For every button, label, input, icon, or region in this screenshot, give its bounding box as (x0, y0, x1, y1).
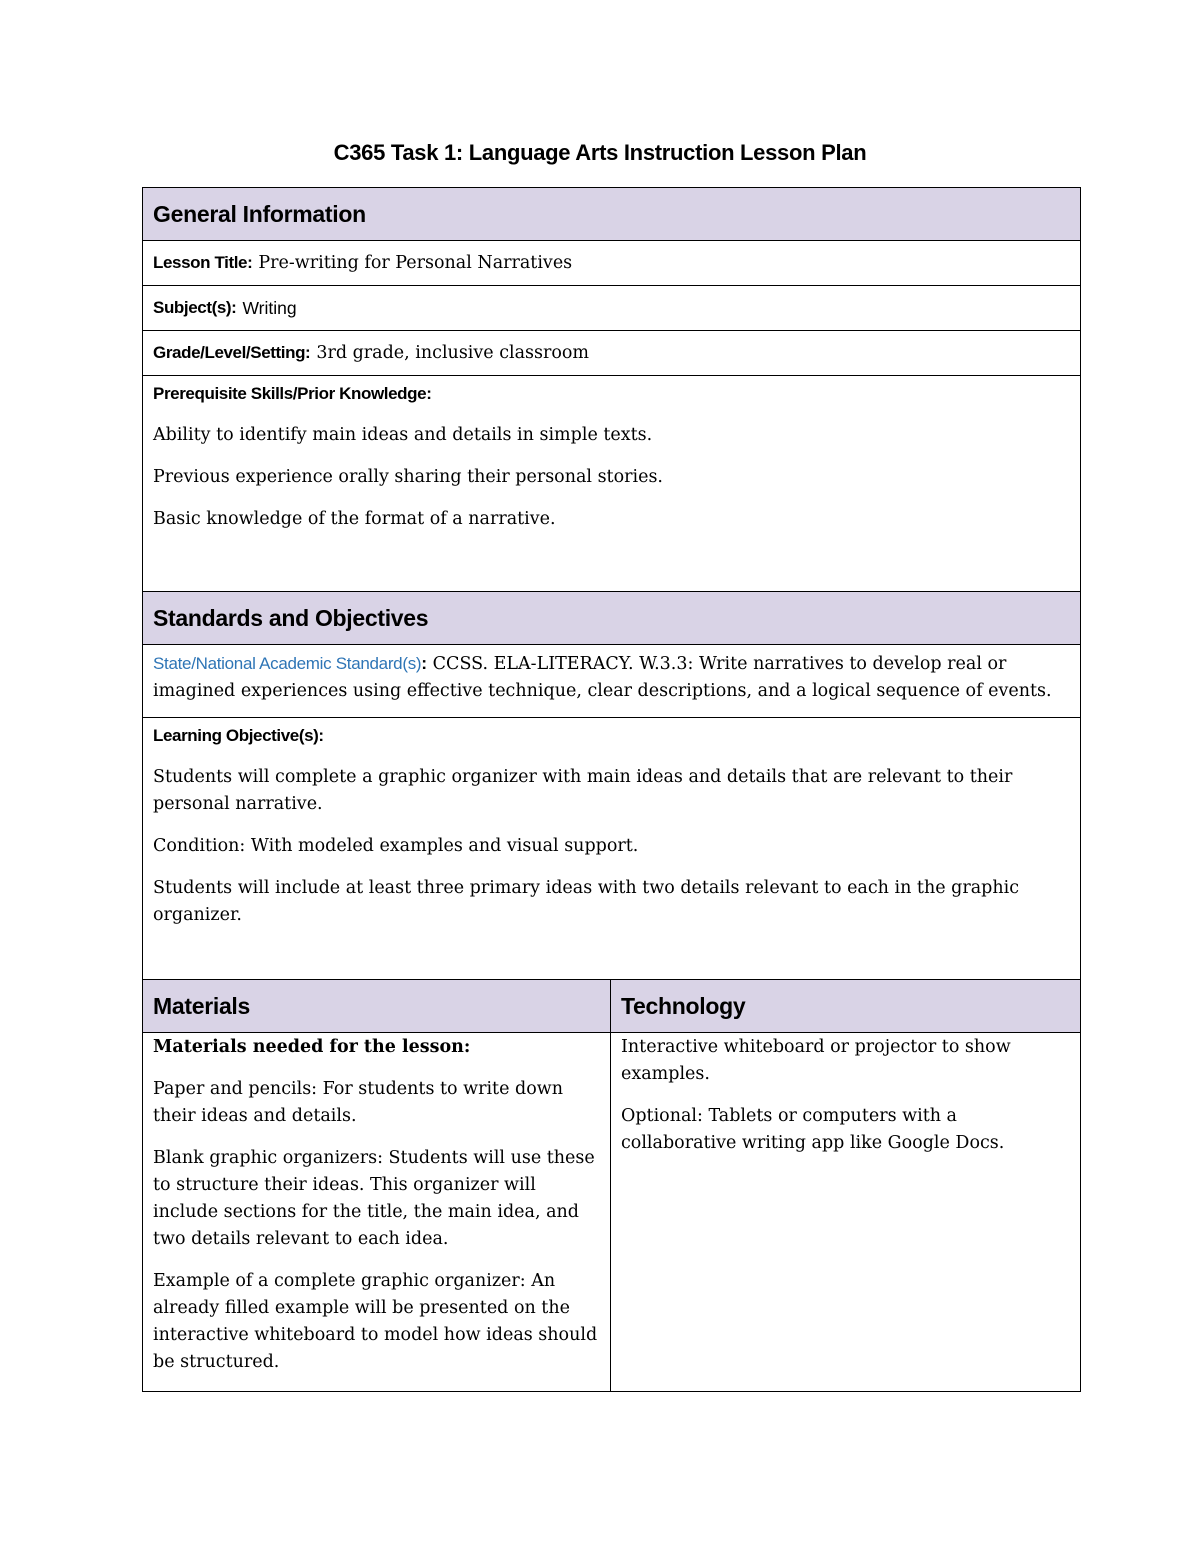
lesson-title-value: Pre-writing for Personal Narratives (258, 253, 573, 273)
technology-item: Optional: Tablets or computers with a collaborative writing app like Google Docs. (621, 1106, 1005, 1153)
standard-value: CCSS. ELA-LITERACY. W.3.3: Write narratives to develop real or imagined experiences using effective technique, clear descriptions, and a logical sequence of events. (153, 654, 1052, 701)
materials-header: Materials (143, 980, 611, 1033)
standard-colon: : (421, 653, 428, 673)
prerequisite-item: Basic knowledge of the format of a narrative. (153, 509, 556, 529)
lesson-plan-table (142, 187, 1081, 1392)
materials-item: Paper and pencils: For students to write down their ideas and details. (153, 1079, 563, 1126)
objectives-row (143, 718, 1080, 980)
lesson-title-row (143, 241, 1080, 286)
technology-content (611, 1033, 1080, 1391)
objective-item: Students will complete a graphic organizer with main ideas and details that are relevant to their personal narrative. (153, 767, 1013, 814)
grade-label: Grade/Level/Setting: (153, 343, 311, 362)
materials-content (143, 1033, 611, 1391)
objectives-label: Learning Objective(s): (153, 726, 324, 745)
subject-label: Subject(s): (153, 298, 237, 317)
materials-item: Example of a complete graphic organizer: An already filled example will be presented on the interactive whiteboard to model how ideas should be structured. (153, 1271, 598, 1372)
standard-row (143, 645, 1080, 718)
grade-value: 3rd grade, inclusive classroom (316, 343, 590, 363)
materials-technology-content-row (143, 1033, 1080, 1391)
prerequisite-item: Ability to identify main ideas and details in simple texts. (153, 425, 653, 445)
subject-row (143, 286, 1080, 331)
prerequisite-item: Previous experience orally sharing their personal stories. (153, 467, 663, 487)
subject-value: Writing (242, 297, 297, 318)
general-information-header: General Information (143, 188, 1080, 241)
materials-item: Blank graphic organizers: Students will use these to structure their ideas. This organizer will include sections for the title, the main idea, and two details relevant to each idea. (153, 1148, 595, 1249)
lesson-title-label: Lesson Title: (153, 253, 253, 272)
objective-item: Condition: With modeled examples and visual support. (153, 836, 639, 856)
standard-label: State/National Academic Standard(s) (153, 654, 422, 673)
document-title: C365 Task 1: Language Arts Instruction Lesson Plan (333, 140, 867, 165)
objective-item: Students will include at least three primary ideas with two details relevant to each in the graphic organizer. (153, 878, 1020, 925)
standards-objectives-header: Standards and Objectives (143, 592, 1080, 645)
materials-technology-header-row (143, 980, 1080, 1033)
prerequisite-row (143, 376, 1080, 592)
prerequisite-label: Prerequisite Skills/Prior Knowledge: (153, 384, 432, 403)
materials-intro: Materials needed for the lesson: (153, 1037, 471, 1057)
technology-header: Technology (621, 993, 746, 1019)
technology-item: Interactive whiteboard or projector to show examples. (621, 1037, 1011, 1084)
grade-row (143, 331, 1080, 376)
